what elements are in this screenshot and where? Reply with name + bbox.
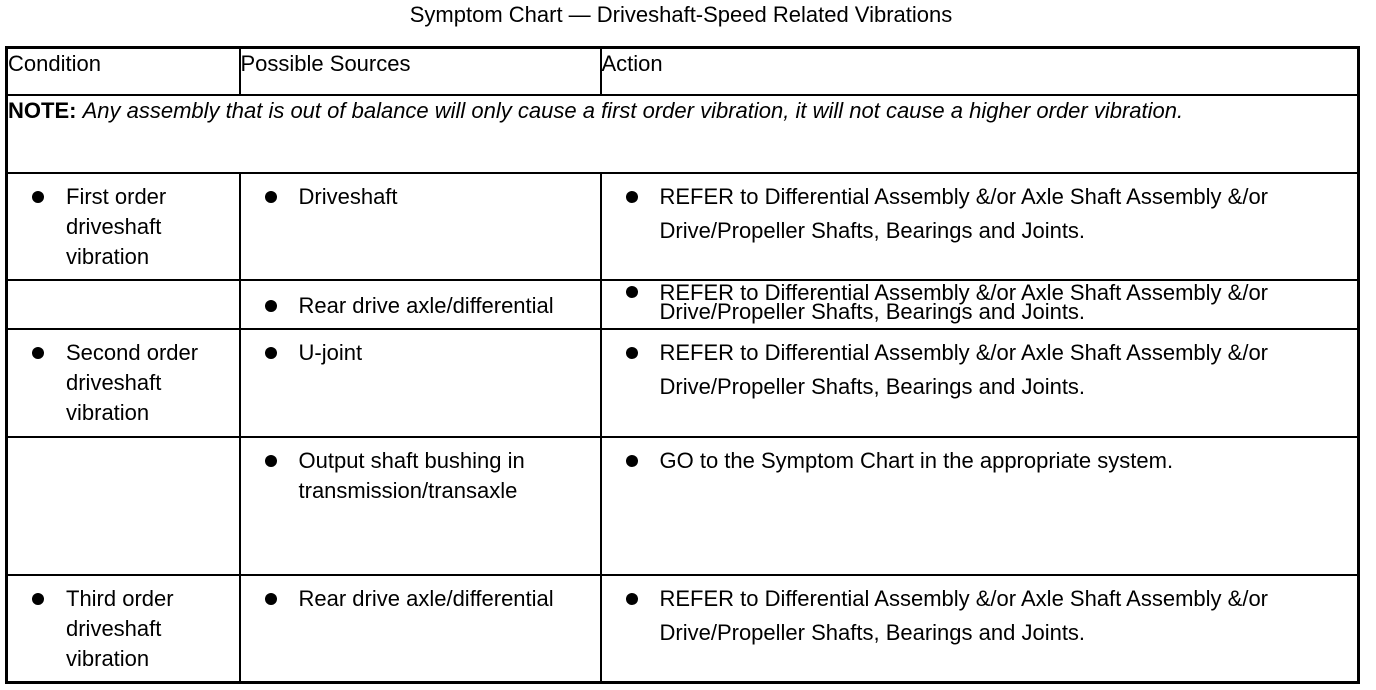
bullet-icon xyxy=(626,347,638,359)
list-item xyxy=(602,438,1358,478)
note-row xyxy=(7,95,1359,173)
bullet-icon xyxy=(32,347,44,359)
source-cell xyxy=(240,329,601,437)
list-item xyxy=(602,174,1358,248)
header-possible-sources: Possible Sources xyxy=(240,48,601,95)
source-text: Output shaft bushing in transmission/transaxle xyxy=(298,447,525,503)
bullet-icon xyxy=(265,593,277,605)
condition-cell xyxy=(7,575,240,683)
table-row xyxy=(7,173,1359,280)
condition-cell xyxy=(7,173,240,280)
condition-cell xyxy=(7,437,240,575)
note-label: NOTE: xyxy=(8,97,77,123)
list-item xyxy=(241,281,600,321)
bullet-icon xyxy=(265,191,277,203)
condition-text: Third order driveshaft vibration xyxy=(66,585,174,671)
bullet-icon xyxy=(626,593,638,605)
header-row xyxy=(7,48,1359,95)
source-text: Rear drive axle/differential xyxy=(298,292,554,318)
list-item xyxy=(8,174,239,272)
table-row xyxy=(7,437,1359,575)
bullet-icon xyxy=(265,455,277,467)
source-cell xyxy=(240,437,601,575)
action-cell xyxy=(601,173,1359,280)
action-text: REFER to Differential Assembly &/or Axle Shaft Assembly &/or Drive/Propeller Shafts, Bearings and Joints. xyxy=(659,585,1269,645)
action-cell xyxy=(601,329,1359,437)
bullet-icon xyxy=(626,286,638,298)
header-action: Action xyxy=(601,48,1359,95)
action-cell xyxy=(601,437,1359,575)
list-item xyxy=(602,330,1358,404)
list-item xyxy=(241,576,600,614)
action-text: REFER to Differential Assembly &/or Axle Shaft Assembly &/or Drive/Propeller Shafts, Bearings and Joints. xyxy=(659,339,1269,399)
header-condition: Condition xyxy=(7,48,240,95)
source-text: Rear drive axle/differential xyxy=(298,585,554,611)
condition-cell xyxy=(7,329,240,437)
action-text: GO to the Symptom Chart in the appropriate system. xyxy=(659,447,1174,473)
action-text: REFER to Differential Assembly &/or Axle Shaft Assembly &/or Drive/Propeller Shafts, Bearings and Joints. xyxy=(659,183,1269,243)
condition-cell xyxy=(7,280,240,329)
list-item xyxy=(241,438,600,506)
action-cell xyxy=(601,280,1359,329)
list-item xyxy=(8,330,239,428)
source-text: Driveshaft xyxy=(298,183,398,209)
chart-title: Symptom Chart — Driveshaft-Speed Related Vibrations xyxy=(409,2,953,27)
source-cell xyxy=(240,280,601,329)
symptom-table xyxy=(5,46,1360,684)
note-cell xyxy=(7,95,1359,173)
bullet-icon xyxy=(32,191,44,203)
source-cell xyxy=(240,575,601,683)
bullet-icon xyxy=(265,300,277,312)
bullet-icon xyxy=(265,347,277,359)
list-item xyxy=(602,576,1358,650)
source-text: U-joint xyxy=(298,339,363,365)
list-item xyxy=(241,174,600,212)
bullet-icon xyxy=(626,191,638,203)
table-row xyxy=(7,575,1359,683)
action-text: REFER to Differential Assembly &/or Axle Shaft Assembly &/or Drive/Propeller Shafts, Bearings and Joints. xyxy=(659,279,1269,324)
list-item xyxy=(241,330,600,368)
action-cell xyxy=(601,575,1359,683)
list-item xyxy=(602,279,1358,324)
table-row xyxy=(7,329,1359,437)
note-text: Any assembly that is out of balance will only cause a first order vibration, it will not cause a higher order vibration. xyxy=(82,97,1184,123)
condition-text: First order driveshaft vibration xyxy=(66,183,167,269)
list-item xyxy=(8,576,239,674)
bullet-icon xyxy=(626,455,638,467)
source-cell xyxy=(240,173,601,280)
bullet-icon xyxy=(32,593,44,605)
condition-text: Second order driveshaft vibration xyxy=(66,339,199,425)
table-row xyxy=(7,280,1359,329)
